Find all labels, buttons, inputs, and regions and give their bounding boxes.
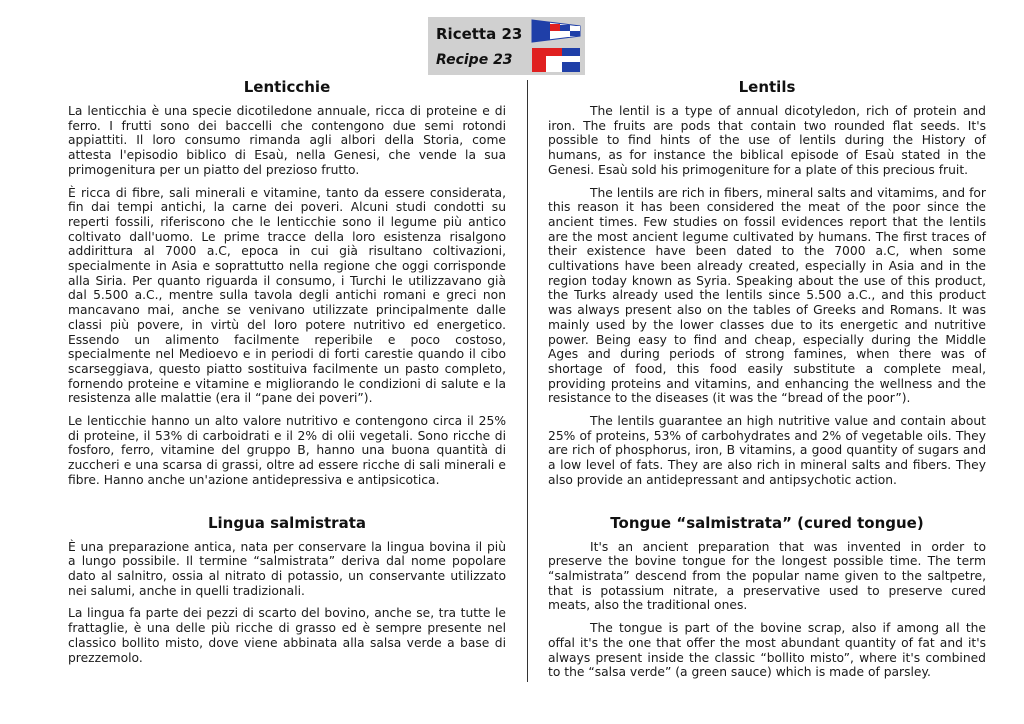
section-title-lentils: Lentils — [738, 78, 796, 96]
paragraph: The lentil is a type of annual dicotyledon, rich of protein and iron. The fruits are pods that contain two rounded flat seeds. It's possible to find hints of the use of lentils during the History of humans, as for instance the biblical episode of Esaù stated in the Genesi. Esaù sold his primogeniture for a plate of this precious fruit. — [548, 104, 986, 177]
paragraph: Le lenticchie hanno un alto valore nutritivo e contengono circa il 25% di proteine, il 53% di carboidrati e il 2% di olii vegetali. Sono ricche di fosforo, ferro, vitamine del gruppo B, hanno una buona quantità di zuccheri e una scarsa di grassi, oltre ad essere ricche di sali minerali e fibre. Hanno anche un'azione antidepressiva e antipsicotica. — [68, 414, 506, 487]
english-column — [548, 78, 986, 680]
paragraph: È ricca di fibre, sali minerali e vitamine, tanto da essere considerata, fin dai tempi antichi, la carne dei poveri. Alcuni studi condotti su reperti fossili, riferiscono che le lenticchie sono il legume più antico coltivato dall'uomo. Le prime tracce della loro esistenza risalgono addirittura al 7000 a.C, epoca in cui già risultano coltivazioni, specialmente in Asia e soprattutto nella regione che oggi corrisponde alla Siria. Per quanto riguarda il consumo, i Turchi le utilizzavano già dal 5.500 a.C., mentre sulla tavola degli antichi romani e greci non mancavano mai, anche se venivano utilizzate principalmente dalle classi più povere, in virtù del loro potere nutritivo ed energetico. Essendo un alimento facilmente reperibile e poco costoso, specialmente nel Medioevo e in periodi di forti carestie quando il cibo scarseggiava, questo piatto sostituiva facilmente un pasto completo, fornendo proteine e vitamine e migliorando le condizioni di salute e la resistenza alle malattie (era il “pane dei poveri”). — [68, 185, 506, 406]
paragraph: It's an ancient preparation that was invented in order to preserve the bovine tongue for the longest possible time. The term “salmistrata” descend from the popular name given to the saltpetre, that is potassium nitrate, a preservative used to preserve cured meats, also the traditional ones. — [548, 539, 986, 613]
section-title-tongue: Tongue “salmistrata” (cured tongue) — [610, 513, 924, 532]
paragraph: La lingua fa parte dei pezzi di scarto del bovino, anche se, tra tutte le frattaglie, è una delle più ricche di grasso ed è sempre presente nel classico bollito misto, dove viene abbinata alla salsa verde a base di prezzemolo. — [68, 606, 506, 665]
column-divider — [527, 80, 528, 682]
paragraph: The lentils are rich in fibers, mineral salts and vitamims, and for this reason it has been considered the meat of the poor since the ancient times. Few studies on fossil evidences report that the lentils are the most ancient legume cultivated by humans. The first traces of their existence have been dated to the 7000 a.C, when some cultivations have been already created, especially in Asia and in the region today known as Syria. Speaking about the use of this product, the Turks already used the lentils since 5.500 a.C., and this product was always present also on the tables of Greeks and Romans. It was mainly used by the lower classes due to its energetic and nutritive power. Being easy to find and cheap, especially during the Middle Ages and during periods of strong famines, when there was of shortage of food, this food easily substitute a complete meal, providing proteins and vitamins, and enhancing the wellness and the resistance to the diseases (it was the “bread of the poor”). — [548, 185, 986, 406]
section-title-lenticchie: Lenticchie — [243, 78, 331, 96]
recipe-title: Ricetta 23 — [436, 25, 523, 43]
paragraph: La lenticchia è una specie dicotiledone annuale, ricca di proteine e di ferro. I frutti sono dei baccelli che contengono due semi rotondi appiattiti. Il loro consumo rimanda agli albori della Storia, come attesta l'episodio biblico di Esaù, nella Genesi, che vende la sua primogenitura per un piatto del prezioso frutto. — [68, 104, 506, 177]
paragraph: È una preparazione antica, nata per conservare la lingua bovina il più a lungo possibile. Il termine “salmistrata” deriva dal nome popolare dato al salnitro, ossia al nitrato di potassio, un conservante utilizzato nei salumi, anche in quelli tradizionali. — [68, 539, 506, 598]
recipe-header — [428, 17, 585, 75]
paragraph: The lentils guarantee an high nutritive value and contain about 25% of proteins, 53% of carbohydrates and 2% of vegetable oils. They are rich of phosphorus, iron, B vitamins, a good quantity of sugars and a low level of fats. They are also rich in mineral salts and fibers. They also provide an antidepressant and antipsychotic action. — [548, 414, 986, 487]
flag-logo-icon — [530, 18, 582, 74]
paragraph: The tongue is part of the bovine scrap, also if among all the offal it's the one that offer the most abundant quantity of fat and it's always present inside the classic “bollito misto”, where it's combined to the “salsa verde” (a green sauce) which is made of parsley. — [548, 621, 986, 680]
section-title-lingua: Lingua salmistrata — [207, 513, 366, 532]
italian-column — [68, 78, 506, 665]
recipe-subtitle: Recipe 23 — [436, 52, 513, 68]
